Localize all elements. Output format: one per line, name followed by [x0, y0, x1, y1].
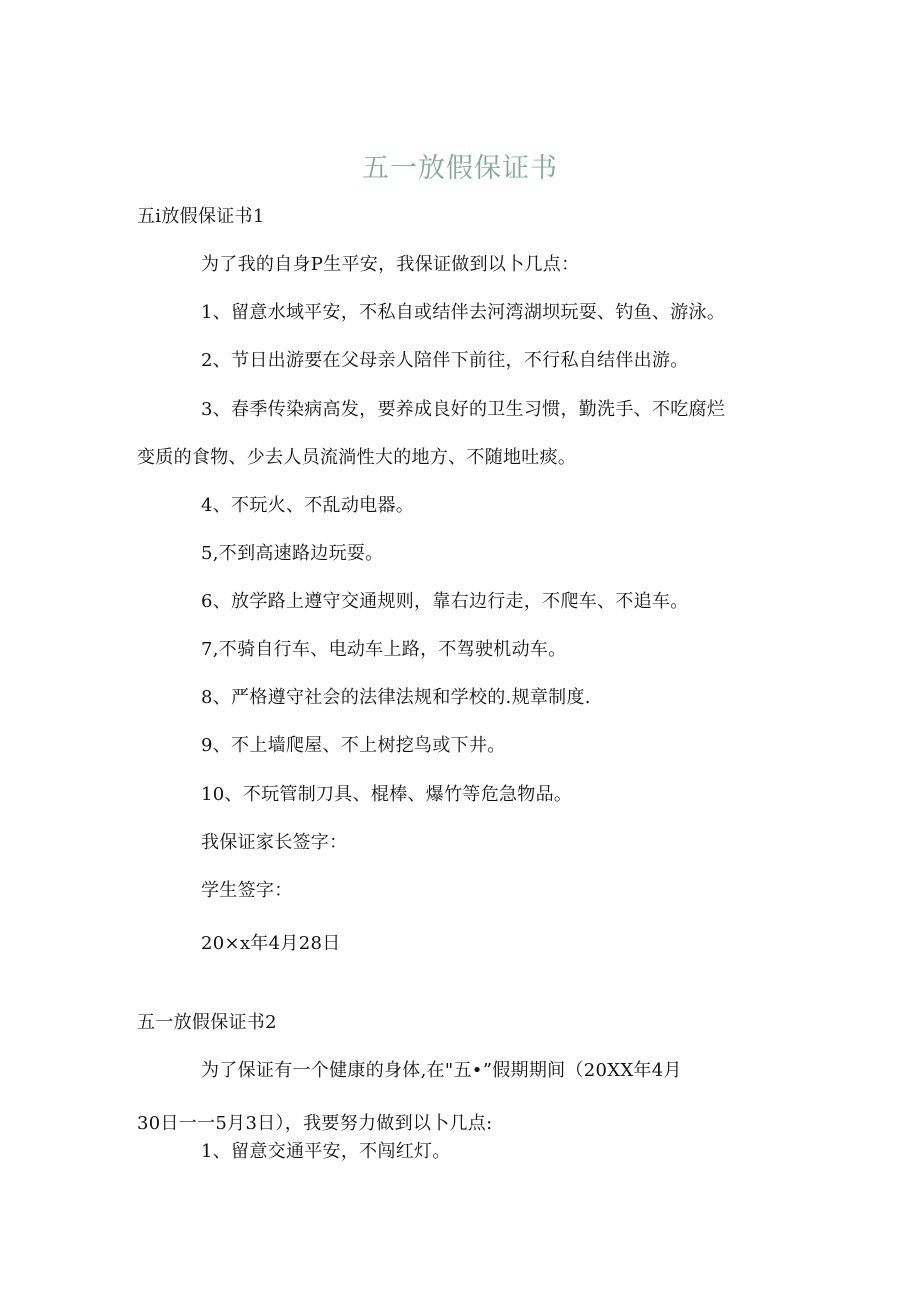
- section-heading: 五一放假保证书2: [137, 1012, 277, 1033]
- list-item: 2、节日出游要在父母亲人陪伴下前往，不行私自结伴出游。: [201, 350, 689, 371]
- section-heading: 五i放假保证书1: [137, 206, 265, 227]
- list-item: 3、春季传染病高发，要养成良好的卫生习惯，勤洗手、不吃腐烂: [201, 399, 726, 420]
- document-title: 五一放假保证书: [362, 153, 558, 184]
- list-item: 7,不骑自行车、电动车上路，不驾驶机动车。: [201, 639, 567, 660]
- list-item: 6、放学路上遵守交通规则，靠右边行走，不爬车、不追车。: [201, 591, 689, 612]
- list-item: 9、不上墙爬屋、不上树挖鸟或下井。: [201, 735, 506, 756]
- list-item: 1、留意交通平安，不闯红灯。: [201, 1141, 451, 1162]
- paragraph-continuation: 30日一一5月3日），我要努力做到以卜几点:: [137, 1113, 493, 1134]
- parent-signature-label: 我保证家长签字：: [201, 832, 348, 853]
- paragraph: 为了保证有一个健康的身体,在"五•”假期期间（20XX年4月: [201, 1060, 682, 1081]
- list-item: 10、不玩管制刀具、棍棒、爆竹等危急物品。: [201, 784, 573, 805]
- list-item: 1、留意水域平安，不私自或结伴去河湾湖坝玩耍、钓鱼、游泳。: [201, 302, 726, 323]
- list-item: 8、严格遵守社会的法律法规和学校的.规章制度.: [201, 687, 591, 708]
- list-item-continuation: 变质的食物、少去人员流淌性大的地方、不随地吐痰。: [137, 447, 577, 468]
- signature-date: 20×x年4月28日: [201, 933, 341, 954]
- student-signature-label: 学生签字：: [201, 880, 293, 901]
- paragraph: 为了我的自身P生平安，我保证做到以卜几点：: [201, 254, 580, 275]
- list-item: 4、不玩火、不乱动电器。: [201, 495, 415, 516]
- list-item: 5,不到高速路边玩耍。: [201, 543, 384, 564]
